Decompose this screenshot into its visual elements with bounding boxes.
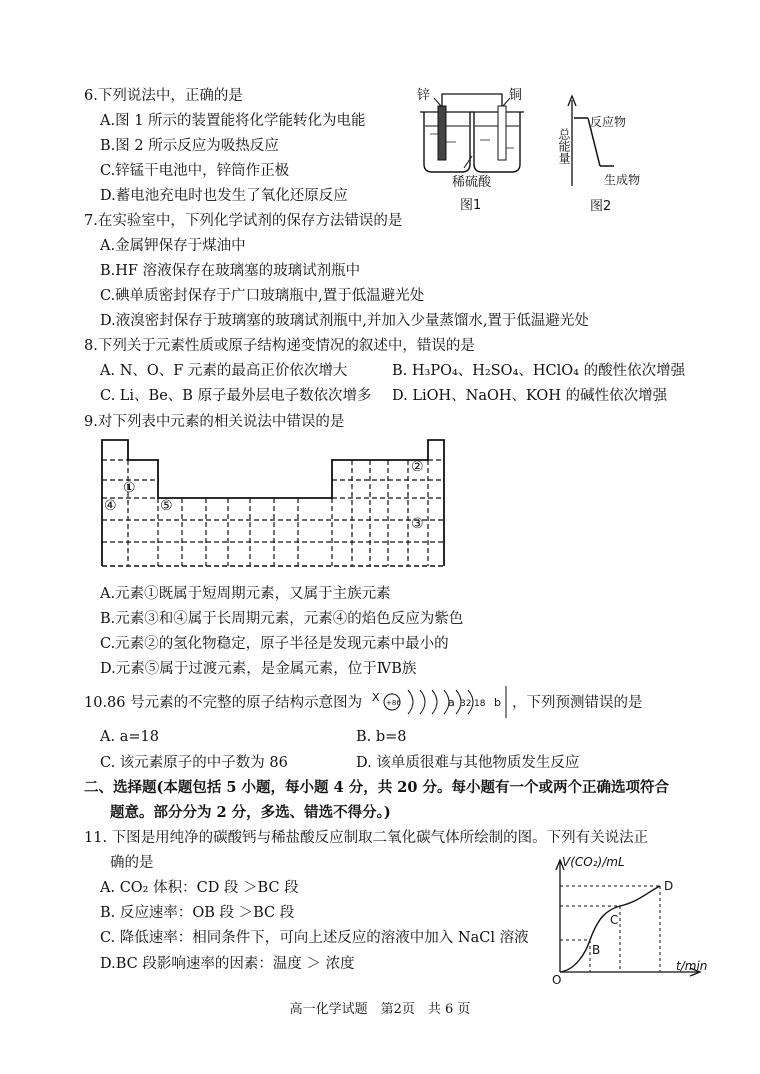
q9-option-a: A.元素①既属于短周期元素，又属于主族元素 [100, 586, 391, 602]
q6-option-a: A.图 1 所示的装置能将化学能转化为电能 [100, 113, 366, 129]
nucleus-charge: +86 [386, 699, 401, 707]
product-label: 生成物 [604, 173, 641, 187]
point-d-label: D [664, 879, 674, 893]
copper-label: 铜 [509, 88, 523, 103]
page-footer: 高一化学试题 第2页 共 6 页 [289, 1002, 471, 1017]
atomic-structure-diagram [370, 684, 512, 720]
q7-option-b: B.HF 溶液保存在玻璃塞的玻璃试剂瓶中 [100, 263, 361, 279]
acid-label: 稀硫酸 [452, 175, 492, 190]
q9-option-c: C.元素②的氢化物稳定，原子半径是发现元素中最小的 [100, 636, 449, 652]
mark-1: ① [144, 586, 159, 602]
q6-option-d: D.蓄电池充电时也发生了氧化还原反应 [100, 188, 348, 204]
q10-stem-post: ，下列预测错误的是 [512, 695, 643, 711]
q8-option-c: C. Li、Be、B 原子最外层电子数依次增多 [100, 388, 372, 404]
q9-option-b: B.元素③和④属于长周期元素，元素④的焰色反应为紫色 [100, 611, 464, 627]
q6-option-c: C.锌锰干电池中，锌筒作正极 [100, 163, 290, 179]
q7-option-a: A.金属钾保存于煤油中 [100, 238, 246, 254]
y-axis-label: V(CO₂)/mL [562, 855, 625, 869]
q6-option-b: B.图 2 所示反应为吸热反应 [100, 138, 279, 154]
q10-option-d: D. 该单质很难与其他物质发生反应 [356, 755, 580, 771]
periodic-table-outline [98, 436, 448, 572]
shell-32: 32 [460, 699, 472, 709]
q10-stem-pre: 10.86 号元素的不完整的原子结构示意图为 [84, 695, 363, 711]
q6-stem: 6.下列说法中，正确的是 [84, 88, 243, 104]
element-mark-2: ② [411, 459, 424, 475]
zinc-label: 锌 [417, 88, 431, 103]
q7-option-d: D.液溴密封保存于玻璃塞的玻璃试剂瓶中,并加入少量蒸馏水,置于低温避光处 [100, 313, 589, 329]
shell-a: a [448, 696, 455, 709]
q10-option-b: B. b=8 [356, 729, 407, 745]
shell-18: 18 [474, 699, 486, 709]
shell-b: b [494, 696, 501, 709]
point-b-label: B [592, 943, 601, 957]
q10-option-c: C. 该元素原子的中子数为 86 [100, 755, 288, 771]
reactant-label: 反应物 [590, 115, 627, 129]
q11-stem-cont: 确的是 [110, 855, 154, 871]
figure-1-caption: 图1 [460, 198, 482, 213]
total-energy-label: 总能量 [557, 128, 571, 164]
q7-option-c: C.碘单质密封保存于广口玻璃瓶中,置于低温避光处 [100, 288, 425, 304]
section-2-heading-cont: 题意。部分分为 2 分，多选、错选不得分。) [110, 804, 391, 821]
q11-option-b: B. 反应速率：OB 段 ＞BC 段 [100, 905, 295, 921]
origin-label: O [552, 973, 562, 987]
q8-option-a: A. N、O、F 元素的最高正价依次增大 [100, 363, 348, 379]
q10-option-a: A. a=18 [100, 729, 159, 745]
figure-1-cell [412, 84, 540, 214]
element-mark-5: ⑤ [160, 498, 173, 514]
figure-2-energy [552, 86, 682, 216]
q9-option-d: D.元素⑤属于过渡元素，是金属元素，位于ⅣB族 [100, 661, 417, 677]
q8-option-d: D. LiOH、NaOH、KOH 的碱性依次增强 [392, 388, 668, 404]
q8-stem: 8.下列关于元素性质或原子结构递变情况的叙述中，错误的是 [84, 338, 475, 354]
element-mark-3: ③ [411, 516, 424, 532]
x-axis-label: t/min [676, 959, 708, 973]
q11-option-a: A. CO₂ 体积：CD 段 ＞BC 段 [100, 880, 299, 896]
q11-stem: 11. 下图是用纯净的碳酸钙与稀盐酸反应制取二氧化碳气体所绘制的图。下列有关说法正 [84, 830, 649, 846]
q9-stem: 9.对下列表中元素的相关说法中错误的是 [84, 414, 345, 430]
element-mark-1: ① [123, 480, 136, 496]
co2-volume-graph [548, 852, 720, 988]
point-c-label: C [610, 913, 619, 927]
q7-stem: 7.在实验室中，下列化学试剂的保存方法错误的是 [84, 213, 403, 229]
q8-option-b: B. H₃PO₄、H₂SO₄、HClO₄ 的酸性依次增强 [392, 363, 686, 379]
q11-option-c: C. 降低速率：相同条件下，可向上述反应的溶液中加入 NaCl 溶液 [100, 930, 529, 946]
section-2-heading: 二、选择题(本题包括 5 小题，每小题 4 分，共 20 分。每小题有一个或两个正确选项符合 [84, 779, 670, 796]
q11-option-d: D.BC 段影响速率的因素：温度 ＞ 浓度 [100, 956, 355, 972]
figure-2-caption: 图2 [590, 199, 612, 214]
element-symbol: X [372, 691, 380, 704]
element-mark-4: ④ [104, 498, 117, 514]
